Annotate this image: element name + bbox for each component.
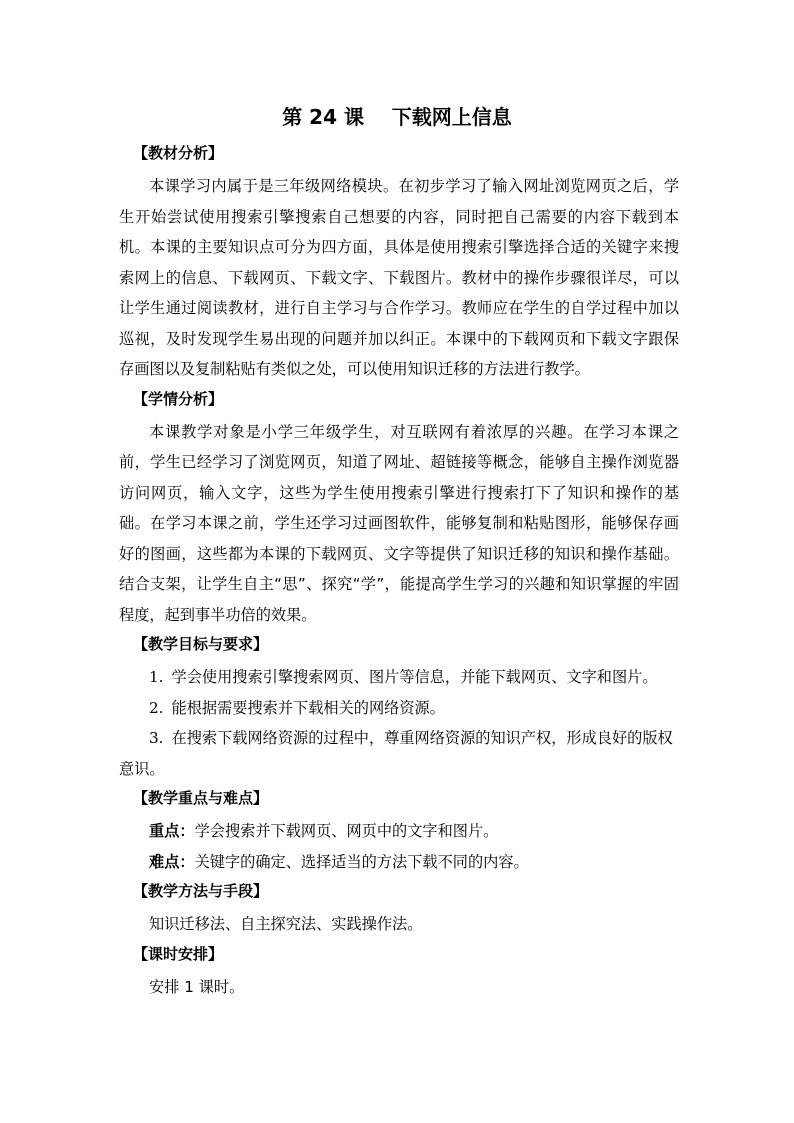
focus-text: 学会搜索并下载网页、网页中的文字和图片。 <box>194 822 499 840</box>
section-heading-goals: 【教学目标与要求】 <box>133 635 269 653</box>
goal-item-2 <box>119 693 679 724</box>
section-heading-schedule: 【课时安排】 <box>133 944 224 963</box>
material-paragraph: 本课学习内属于是三年级网络模块。在初步学习了输入网址浏览网页之后，学生开始尝试使用搜索引擎搜索自己想要的内容，同时把自己需要的内容下载到本机。本课的主要知识点可分为四方面，具体是使用搜索引擎选择合适的关键字来搜索网上的信息、下载网页、下载文字、下载图片。教材中的操作步骤很详尽，可以让学生通过阅读教材，进行自主学习与合作学习。教师应在学生的自学过程中加以巡视，及时发现学生易出现的问题并加以纠正。本课中的下载网页和下载文字跟保存画图以及复制粘贴有类似之处，可以使用知识迁移的方法进行教学。 <box>119 177 679 378</box>
section-heading-material: 【教材分析】 <box>133 144 224 162</box>
goal-item-3 <box>119 723 679 784</box>
goal-number: 2. <box>149 698 164 717</box>
page-title: 第 24 课 下载网上信息 <box>282 105 512 129</box>
goal-item-1 <box>119 662 679 693</box>
focus-line <box>149 816 679 847</box>
section-heading-students: 【学情分析】 <box>133 389 224 408</box>
document-body <box>119 141 679 1002</box>
goal-number: 3. <box>149 729 164 747</box>
section-material <box>119 141 679 385</box>
section-students <box>119 387 679 631</box>
focus-label: 重点： <box>149 822 195 840</box>
section-heading-keypoints: 【教学重点与难点】 <box>133 789 269 807</box>
goal-text: 能根据需要搜索并下载相关的网络资源。 <box>171 698 445 717</box>
difficulty-line <box>149 847 679 878</box>
goal-text: 学会使用搜索引擎搜索网页、图片等信息，并能下载网页、文字和图片。 <box>171 668 658 686</box>
goal-text: 在搜索下载网络资源的过程中，尊重网络资源的知识产权，形成良好的版权意识。 <box>119 729 673 778</box>
schedule-text: 安排 1 课时。 <box>149 977 245 996</box>
students-paragraph: 本课教学对象是小学三年级学生，对互联网有着浓厚的兴趣。在学习本课之前，学生已经学习了浏览网页，知道了网址、超链接等概念，能够自主操作浏览器访问网页，输入文字，这些为学生使用搜索引擎进行搜索打下了知识和操作的基础。在学习本课之前，学生还学习过画图软件，能够复制和粘贴图形，能够保存画好的图画，这些都为本课的下载网页、文字等提供了知识迁移的知识和操作基础。结合支架，让学生自主“思”、探究“学”，能提高学生学习的兴趣和知识掌握的牢固程度，起到事半功倍的效果。 <box>119 422 679 624</box>
difficulty-label: 难点： <box>149 852 195 871</box>
section-heading-methods: 【教学方法与手段】 <box>133 882 269 900</box>
difficulty-text: 关键字的确定、选择适当的方法下载不同的内容。 <box>194 852 529 871</box>
methods-text: 知识迁移法、自主探究法、实践操作法。 <box>149 915 423 933</box>
section-schedule <box>119 942 679 1003</box>
section-methods <box>119 879 679 940</box>
section-goals <box>119 632 679 784</box>
section-keypoints <box>119 786 679 877</box>
goal-number: 1. <box>149 668 164 686</box>
